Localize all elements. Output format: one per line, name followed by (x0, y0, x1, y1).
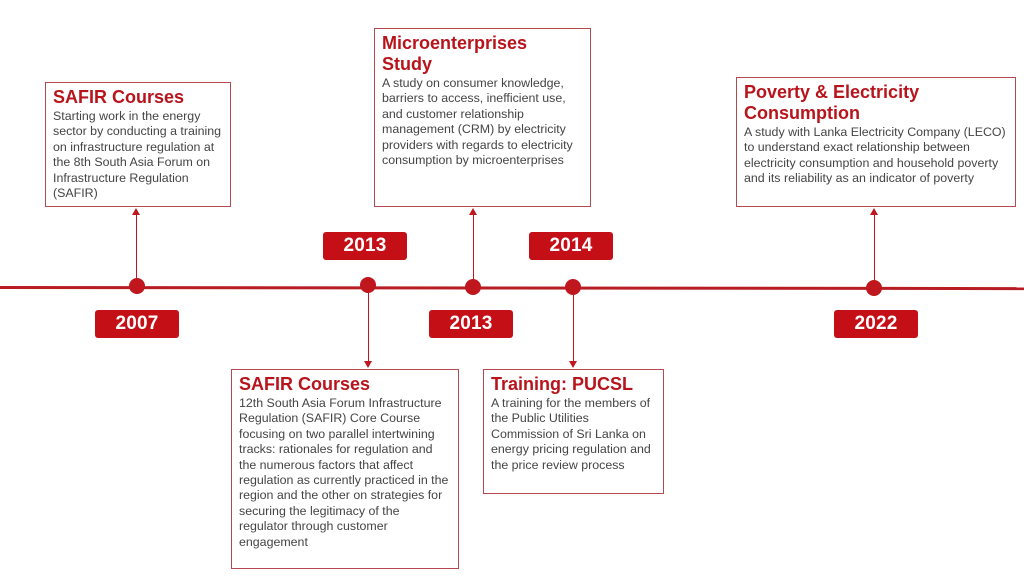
event-card-training-pucsl (483, 369, 664, 494)
event-title: Training: PUCSL (491, 374, 634, 394)
event-description: A study on consumer knowledge, barriers to access, inefficient use, and customer relationship management (CRM) by electricity providers with regards to electricity consumption by microenterprises (382, 76, 573, 168)
arrow-down-icon (364, 361, 372, 368)
year-label-2013-upper: 2013 (323, 232, 407, 260)
event-card-safir-2013 (231, 369, 459, 569)
timeline-dot (465, 279, 481, 295)
timeline-dot (360, 277, 376, 293)
timeline-dot (129, 278, 145, 294)
arrow-up-icon (469, 208, 477, 215)
event-description: A study with Lanka Electricity Company (LECO) to understand exact relationship between electricity consumption and household poverty and its reliability as an indicator of poverty (744, 125, 1006, 186)
event-description: Starting work in the energy sector by conducting a training on infrastructure regulation at the 8th South Asia Forum on Infrastructure Regulation (SAFIR) (53, 109, 222, 201)
event-title: Poverty & Electricity Consumption (744, 82, 920, 123)
year-label-2013-lower: 2013 (429, 310, 513, 338)
year-label-2014: 2014 (529, 232, 613, 260)
event-card-safir-2007 (45, 82, 231, 207)
arrow-up-icon (870, 208, 878, 215)
connector-line (473, 214, 474, 280)
event-description: A training for the members of the Public Utilities Commission of Sri Lanka on energy pricing regulation and the price review process (491, 396, 651, 472)
event-card-poverty-electricity (736, 77, 1016, 207)
timeline-dot (565, 279, 581, 295)
event-title: SAFIR Courses (239, 374, 371, 394)
timeline-dot (866, 280, 882, 296)
event-title: SAFIR Courses (53, 87, 185, 107)
connector-line (874, 214, 875, 281)
arrow-up-icon (132, 208, 140, 215)
year-label-2022: 2022 (834, 310, 918, 338)
connector-line (368, 293, 369, 362)
event-title: Microenterprises Study (382, 33, 528, 74)
connector-line (136, 214, 137, 280)
arrow-down-icon (569, 361, 577, 368)
year-label-2007: 2007 (95, 310, 179, 338)
event-card-microenterprises (374, 28, 591, 207)
event-description: 12th South Asia Forum Infrastructure Regulation (SAFIR) Core Course focusing on two parallel intertwining tracks: rationales for regulation and the numerous factors that affect regulation as currently practiced in the region and the other on strategies for securing the legitimacy of the regulator through customer engagement (239, 396, 449, 549)
connector-line (573, 295, 574, 362)
